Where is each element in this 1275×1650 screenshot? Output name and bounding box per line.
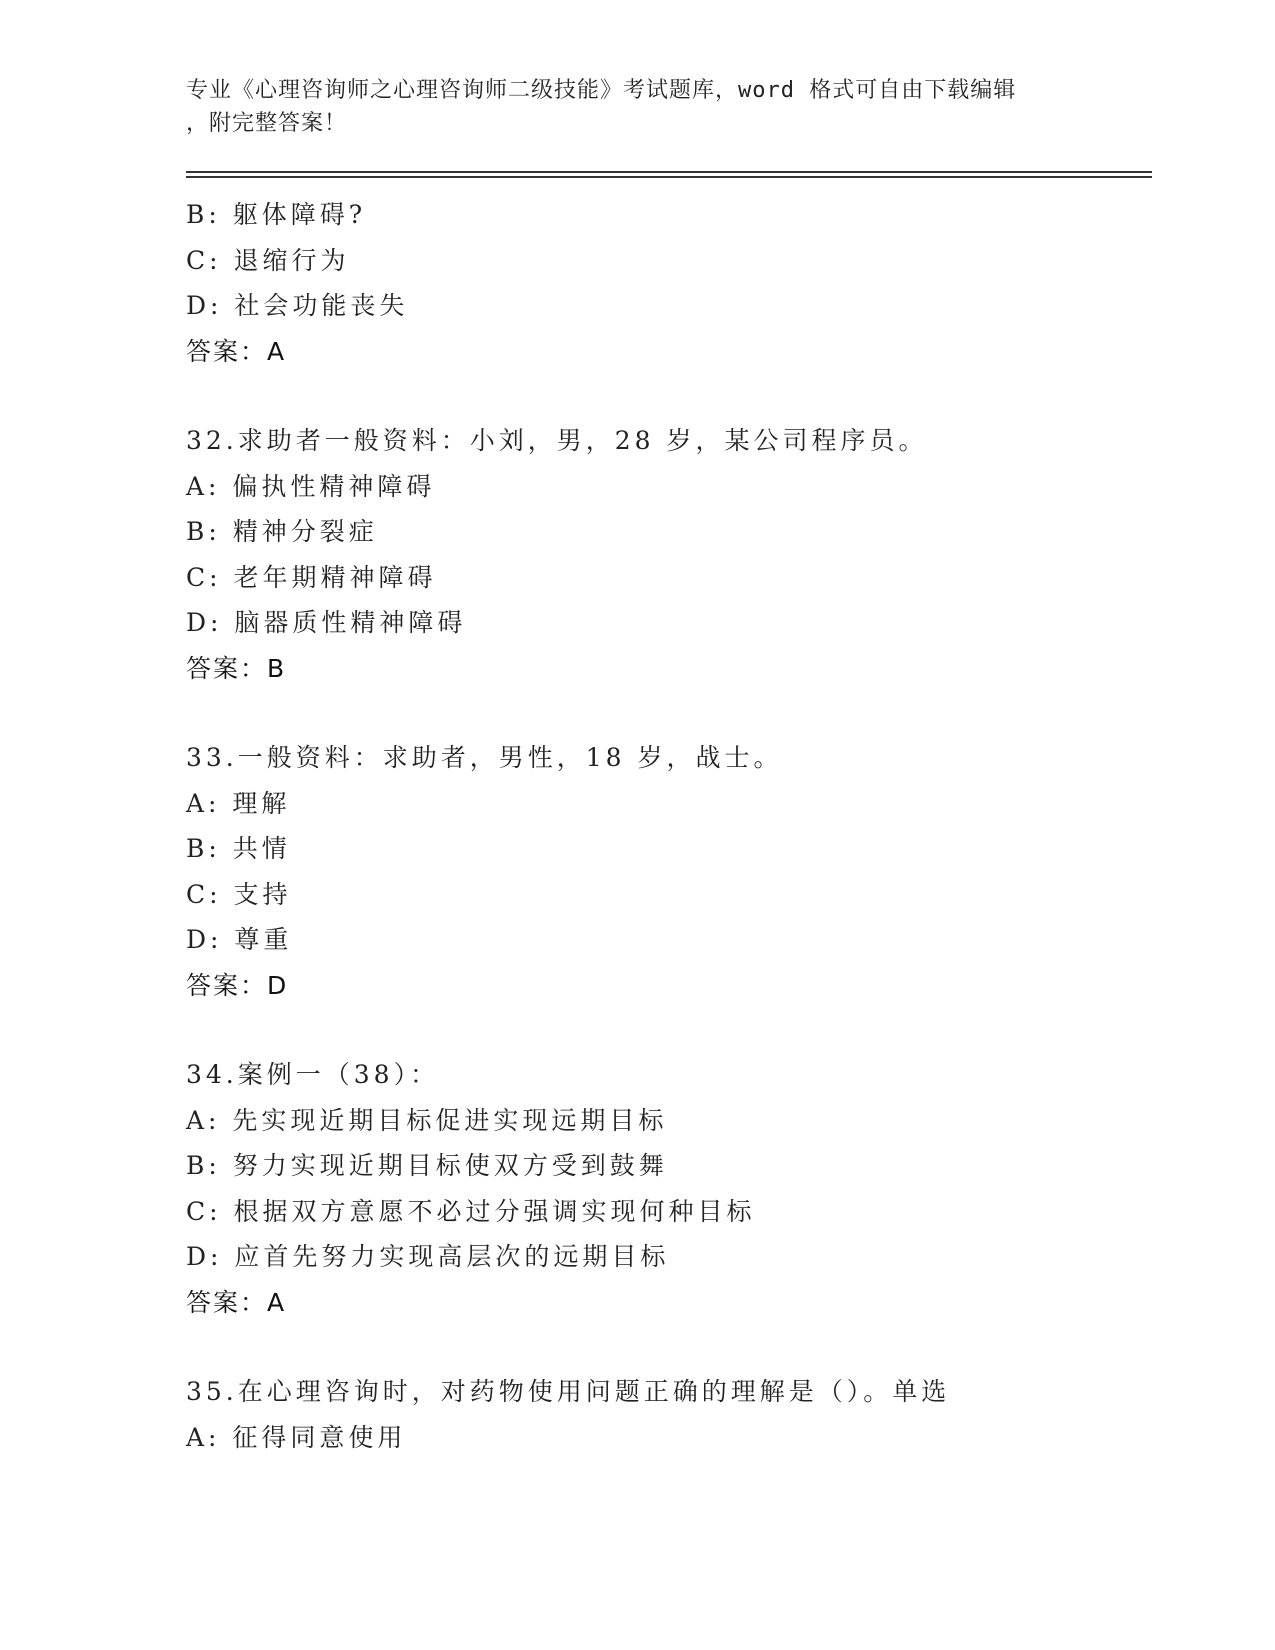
option-b: B: 共情	[186, 834, 291, 863]
question-32	[186, 418, 1166, 691]
option-d: D: 尊重	[186, 925, 293, 954]
option-c: C: 老年期精神障碍	[186, 562, 437, 592]
option-b: B: 努力实现近期目标使双方受到鼓舞	[186, 1151, 668, 1180]
question-text: 32.求助者一般资料：小刘，男，28 岁，某公司程序员。	[186, 426, 928, 455]
question-34	[186, 1052, 1166, 1325]
option-d: D: 社会功能丧失	[186, 291, 409, 320]
option-a: A: 先实现近期目标促进实现远期目标	[186, 1105, 668, 1135]
option-a: A: 理解	[186, 788, 291, 818]
question-text: 33.一般资料：求助者，男性，18 岁，战士。	[186, 743, 783, 772]
option-d: D: 脑器质性精神障碍	[186, 608, 467, 637]
question-list	[186, 192, 1166, 1460]
option-a: A: 偏执性精神障碍	[186, 471, 436, 501]
answer-line: 答案：B	[186, 653, 287, 683]
question-text: 34.案例一（38）：	[186, 1060, 440, 1089]
option-d: D: 应首先努力实现高层次的远期目标	[186, 1242, 670, 1271]
question-31-continued	[186, 192, 1166, 374]
option-c: C: 退缩行为	[186, 245, 350, 275]
question-33	[186, 735, 1166, 1008]
question-35	[186, 1369, 1166, 1460]
option-b: B: 精神分裂症	[186, 517, 378, 546]
header-line-2: ，附完整答案！	[186, 111, 348, 136]
question-text: 35.在心理咨询时，对药物使用问题正确的理解是（）。单选	[186, 1377, 951, 1406]
answer-line: 答案：A	[186, 1287, 287, 1317]
header-rule-top	[186, 171, 1152, 173]
option-a: A: 征得同意使用	[186, 1422, 407, 1452]
header-rule-bottom	[186, 176, 1152, 178]
document-header	[186, 74, 1066, 140]
answer-line: 答案：D	[186, 970, 289, 1000]
option-c: C: 根据双方意愿不必过分强调实现何种目标	[186, 1196, 756, 1226]
answer-line: 答案：A	[186, 336, 287, 366]
header-line-1: 专业《心理咨询师之心理咨询师二级技能》考试题库，word 格式可自由下载编辑	[186, 78, 1017, 103]
option-c: C: 支持	[186, 879, 292, 909]
option-b: B: 躯体障碍?	[186, 200, 367, 229]
